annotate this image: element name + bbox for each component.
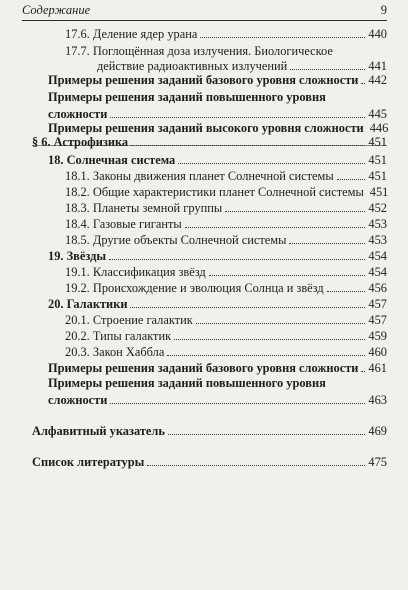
toc-entry-title-line[interactable]: 17.7. Поглощённая доза излучения. Биологическое: [65, 44, 333, 58]
toc-entry-page: 452: [368, 201, 387, 215]
toc-entry-title: 18.5. Другие объекты Солнечной системы: [65, 233, 287, 247]
toc-entry-page: 475: [368, 455, 387, 469]
running-title: Содержание: [22, 3, 91, 17]
toc-entry[interactable]: [48, 296, 387, 311]
leader-dots: [337, 179, 366, 180]
toc-entry[interactable]: [48, 152, 387, 167]
leader-dots: [209, 275, 366, 276]
toc-entry-page: 460: [368, 345, 387, 359]
toc-entry[interactable]: [32, 134, 387, 149]
leader-dots: [327, 291, 366, 292]
leader-dots: [168, 434, 365, 435]
toc-entry-title: 20. Галактики: [48, 297, 128, 311]
toc-entry-page: 451: [369, 185, 389, 199]
toc-entry-page: 463: [368, 393, 387, 407]
toc-entry-title-line[interactable]: Примеры решения заданий повышенного уровня: [48, 376, 326, 390]
toc-entry-title: сложности: [48, 107, 108, 121]
toc-entry-page: 457: [368, 297, 387, 311]
toc-entry-page: 459: [368, 329, 387, 343]
toc-entry-page: 461: [368, 361, 387, 375]
toc-entry-title: Примеры решения заданий базового уровня сложности: [48, 73, 359, 87]
toc-entry-page: 446: [369, 121, 389, 135]
toc-entry-title: Алфавитный указатель: [32, 424, 165, 438]
toc-entry[interactable]: [65, 328, 387, 343]
leader-dots: [290, 69, 365, 70]
toc-entry-title: 18.3. Планеты земной группы: [65, 201, 223, 215]
toc-entry-title: 19.1. Классификация звёзд: [65, 265, 206, 279]
toc-entry-page: 451: [368, 135, 387, 149]
toc-entry-page: 469: [368, 424, 387, 438]
leader-dots: [110, 117, 365, 118]
toc-entry-title: 18.1. Законы движения планет Солнечной системы: [65, 169, 334, 183]
page-number: 9: [380, 3, 387, 17]
toc-entry-title: 19. Звёзды: [48, 249, 107, 263]
toc-entry[interactable]: [48, 120, 387, 135]
toc-entry-title: 18. Солнечная система: [48, 153, 176, 167]
toc-entry-page: 451: [368, 169, 387, 183]
toc-entry-page: 441: [368, 59, 387, 73]
toc-entry[interactable]: [65, 312, 387, 327]
toc-entry-title: Список литературы: [32, 455, 145, 469]
toc-entry[interactable]: [97, 58, 387, 73]
toc-entry-title: 20.1. Строение галактик: [65, 313, 193, 327]
toc-entry-title: § 6. Астрофизика: [32, 135, 129, 149]
toc-entry[interactable]: [48, 360, 387, 375]
leader-dots: [361, 83, 365, 84]
toc-entry[interactable]: [65, 26, 387, 41]
leader-dots: [130, 307, 365, 308]
leader-dots: [200, 37, 365, 38]
leader-dots: [174, 339, 365, 340]
toc-entry-title-line[interactable]: Примеры решения заданий повышенного уровня: [48, 90, 326, 104]
leader-dots: [109, 259, 365, 260]
toc-entry[interactable]: [48, 248, 387, 263]
toc-entry-title: сложности: [48, 393, 108, 407]
toc-entry-title: действие радиоактивных излучений: [97, 59, 288, 73]
toc-entry[interactable]: [65, 344, 387, 359]
toc-entry[interactable]: [32, 454, 387, 469]
leader-dots: [289, 243, 365, 244]
leader-dots: [178, 163, 365, 164]
toc-entry[interactable]: [65, 168, 387, 183]
toc-entry-title: 18.2. Общие характеристики планет Солнечной системы: [65, 185, 364, 199]
toc-entry[interactable]: [65, 264, 387, 279]
toc-entry-page: 453: [368, 217, 387, 231]
toc-entry-title: 19.2. Происхождение и эволюция Солнца и звёзд: [65, 281, 324, 295]
toc-entry-page: 456: [368, 281, 387, 295]
toc-entry-title: 17.6. Деление ядер урана: [65, 27, 198, 41]
leader-dots: [131, 145, 365, 146]
toc-entry-title: Примеры решения заданий базового уровня сложности: [48, 361, 359, 375]
toc-entry-title: 20.2. Типы галактик: [65, 329, 172, 343]
toc-entry[interactable]: [48, 72, 387, 87]
toc-entry[interactable]: [65, 184, 387, 199]
toc-entry-page: 454: [368, 249, 387, 263]
toc-entry-page: 453: [368, 233, 387, 247]
toc-entry-title: Примеры решения заданий высокого уровня сложности: [48, 121, 364, 135]
toc-entry[interactable]: [32, 423, 387, 438]
toc-entry[interactable]: [65, 280, 387, 295]
leader-dots: [167, 355, 365, 356]
toc-entry[interactable]: [65, 216, 387, 231]
leader-dots: [225, 211, 365, 212]
toc-entry-title: 20.3. Закон Хаббла: [65, 345, 165, 359]
leader-dots: [185, 227, 366, 228]
toc-entry-page: 440: [368, 27, 387, 41]
toc-entry-page: 451: [368, 153, 387, 167]
toc-entry-page: 445: [368, 107, 387, 121]
toc-entry-title: 18.4. Газовые гиганты: [65, 217, 182, 231]
toc-entry-page: 442: [368, 73, 387, 87]
toc-entry[interactable]: [48, 106, 387, 121]
leader-dots: [361, 371, 365, 372]
toc-entry[interactable]: [65, 200, 387, 215]
toc-entry-page: 457: [368, 313, 387, 327]
toc-entry[interactable]: [48, 392, 387, 407]
leader-dots: [147, 465, 365, 466]
leader-dots: [196, 323, 366, 324]
toc-entry-page: 454: [368, 265, 387, 279]
toc-entry[interactable]: [65, 232, 387, 247]
leader-dots: [110, 403, 365, 404]
